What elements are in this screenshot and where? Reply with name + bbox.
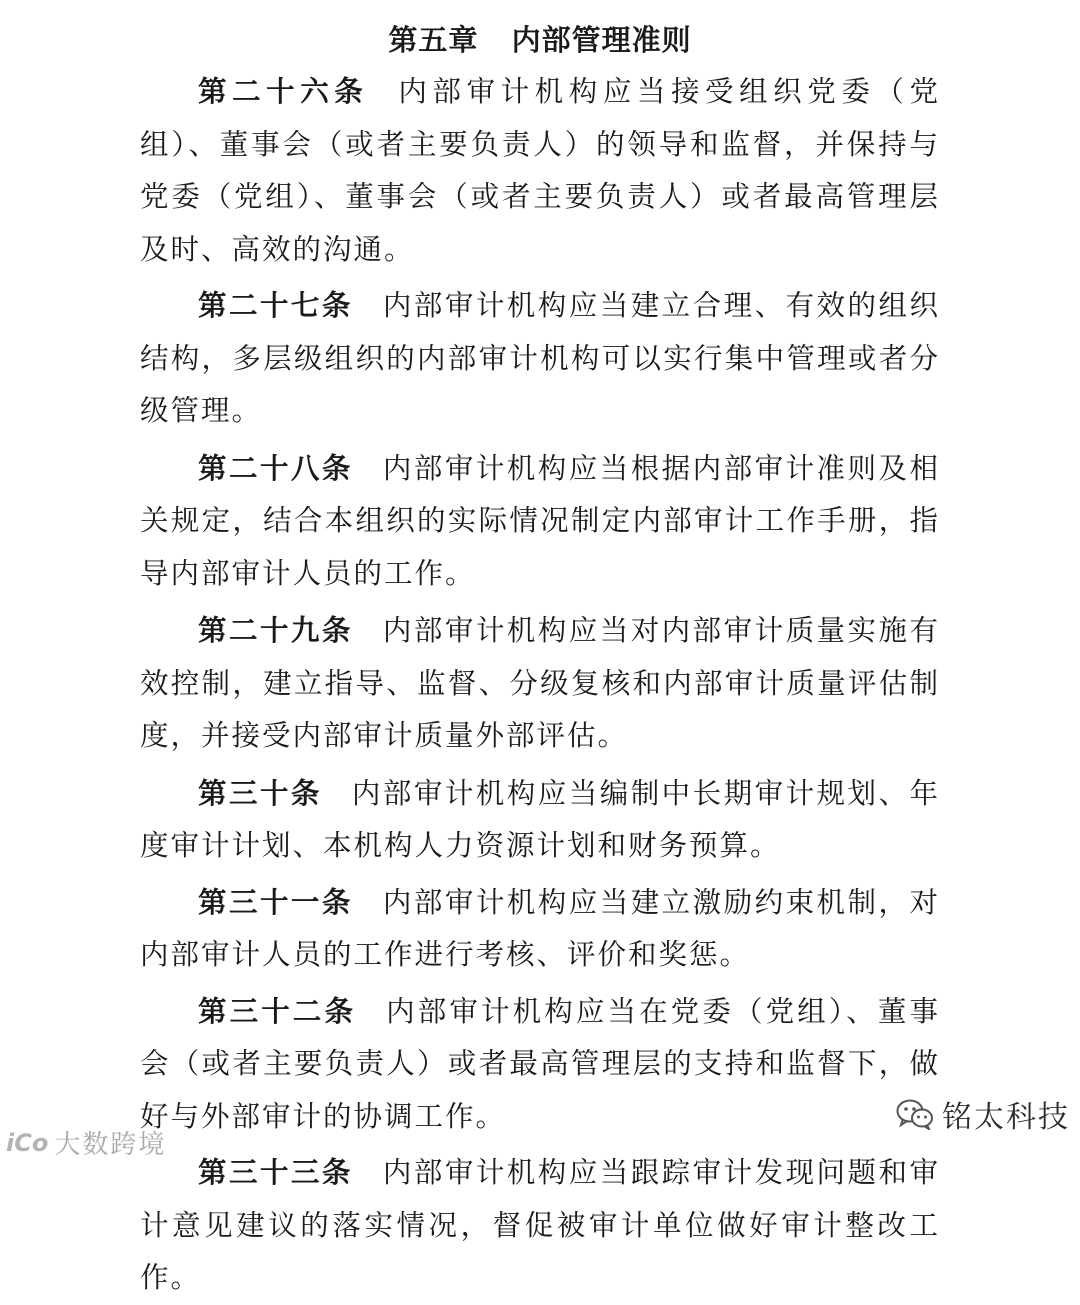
article-text: 内部审计机构应当跟踪审计发现问题和审计意见建议的落实情况，督促被审计单位做好审计整改工作。 (140, 1156, 940, 1294)
watermark-logo: iCo (6, 1128, 49, 1157)
wechat-icon (896, 1098, 934, 1130)
article-label: 第二十六条 (198, 75, 369, 108)
articles-list (140, 66, 940, 1305)
article-30 (140, 768, 940, 873)
watermark-right (896, 1092, 1070, 1136)
article-26 (140, 66, 940, 276)
article-29 (140, 605, 940, 763)
article-label: 第二十八条 (198, 451, 353, 485)
article-label: 第三十一条 (198, 885, 353, 919)
article-text: 内部审计机构应当建立合理、有效的组织结构，多层级组织的内部审计机构可以实行集中管理或者分级管理。 (140, 289, 940, 427)
article-text: 内部审计机构应当对内部审计质量实施有效控制，建立指导、监督、分级复核和内部审计质量评估制度，并接受内部审计质量外部评估。 (140, 614, 940, 752)
article-text: 内部审计机构应当编制中长期审计规划、年度审计计划、本机构人力资源计划和财务预算。 (140, 776, 940, 862)
article-28 (140, 443, 940, 601)
article-text: 内部审计机构应当接受组织党委（党组）、董事会（或者主要负责人）的领导和监督，并保持与党委（党组）、董事会（或者主要负责人）或者最高管理层及时、高效的沟通。 (140, 75, 940, 266)
watermark-left-text: 大数跨境 (54, 1130, 167, 1160)
article-label: 第三十二条 (198, 994, 357, 1028)
article-text: 内部审计机构应当建立激励约束机制，对内部审计人员的工作进行考核、评价和奖惩。 (140, 885, 940, 971)
article-label: 第三十条 (198, 776, 322, 810)
article-label: 第二十九条 (198, 614, 353, 647)
article-text: 内部审计机构应当在党委（党组）、董事会（或者主要负责人）或者最高管理层的支持和监督下，做好与外部审计的协调工作。 (140, 994, 940, 1133)
article-33 (140, 1147, 940, 1305)
chapter-title: 第五章 内部管理准则 (388, 23, 692, 57)
article-text: 内部审计机构应当根据内部审计准则及相关规定，结合本组织的实际情况制定内部审计工作手册，指导内部审计人员的工作。 (140, 451, 940, 590)
article-32 (140, 986, 940, 1144)
article-label: 第二十七条 (198, 289, 353, 322)
article-31 (140, 877, 940, 982)
article-label: 第三十三条 (198, 1156, 353, 1189)
article-27 (140, 280, 940, 438)
watermark-right-text: 铭太科技 (942, 1100, 1070, 1135)
watermark-left (6, 1124, 166, 1161)
